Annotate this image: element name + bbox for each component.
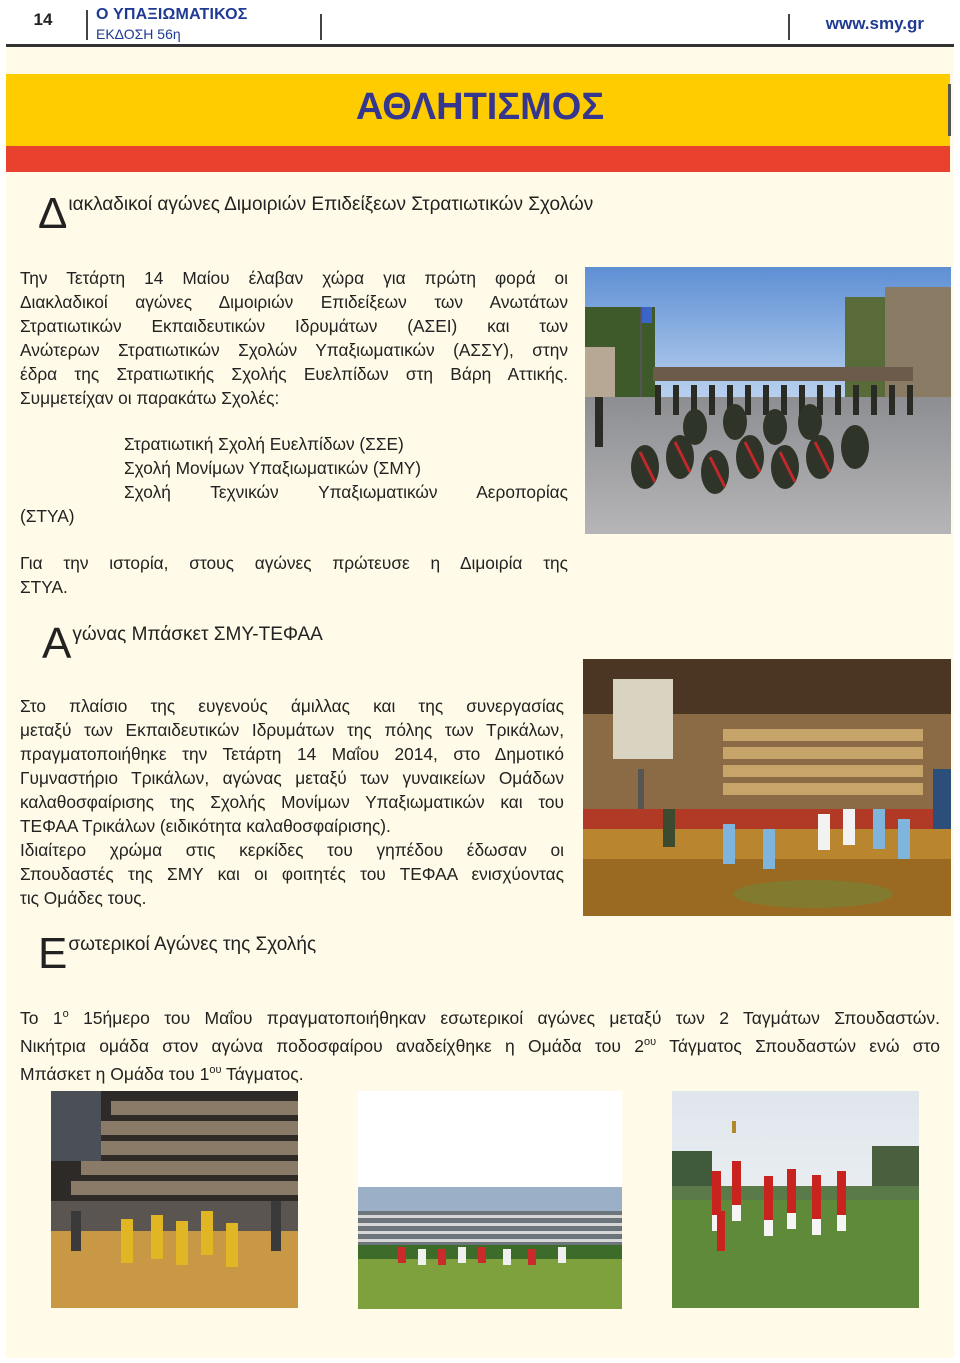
- football-stadium-photo: [358, 1091, 622, 1309]
- page-number: 14: [33, 10, 53, 29]
- article2-body: [20, 694, 564, 910]
- article3-line: Νικήτρια ομάδα στον αγώνα ποδοσφαίρου αναδείχθηκε η Ομάδα του $2^{o\upsilon}$ Τάγματος Σπουδαστών ενώ στο: [20, 1036, 940, 1056]
- article1-closing: [20, 551, 568, 599]
- article1-line: Στρατιωτικών Εκπαιδευτικών Ιδρυμάτων (ΑΣΕΙ) και των: [20, 316, 568, 336]
- article2-line: μεταξύ των Εκπαιδευτικών Ιδρυμάτων της πόλης των Τρικάλων,: [20, 720, 564, 740]
- school-item-cont: (ΣΤΥΑ): [20, 506, 75, 526]
- article2-line: πραγματοποιήθηκε την Τετάρτη 14 Μαΐου 2014, στο Δημοτικό: [20, 744, 564, 764]
- basketball-photo: [583, 659, 951, 916]
- header-divider: [788, 14, 790, 40]
- article2-line: Στο πλαίσιο της ευγενούς άμιλλας και της συνεργασίας: [20, 696, 564, 716]
- section-title: ΑΘΛΗΤΙΣΜΟΣ: [355, 86, 605, 128]
- article3-heading: Εσωτερικοί Αγώνες της Σχολής: [38, 929, 317, 978]
- header-divider: [320, 14, 322, 40]
- article2-line: ΤΕΦΑΑ Τρικάλων (ειδικότητα καλαθοσφαίρισης).: [20, 816, 391, 836]
- article1-closing-line: ΣΤΥΑ.: [20, 577, 68, 597]
- article3-body: [20, 1002, 940, 1086]
- basketball-team-photo: [51, 1091, 298, 1308]
- school-item: Σχολή Μονίμων Υπαξιωματικών (ΣΜΥ): [124, 458, 422, 478]
- school-item: Σχολή Τεχνικών Υπαξιωματικών Αεροπορίας: [124, 482, 568, 502]
- article3-dropcap: Ε: [38, 929, 68, 978]
- article2-line: καλαθοσφαίρισης της Σχολής Μονίμων Υπαξιωματικών και του: [20, 792, 564, 812]
- article1-line: Διακλαδικοί αγώνες Διμοιριών Επιδείξεων των Ανωτάτων: [20, 292, 568, 312]
- section-banner-stripe: [6, 146, 950, 172]
- article2-line: Σπουδαστές της ΣΜΥ και οι φοιτητές του ΤΕΦΑΑ ενισχύοντας: [20, 864, 564, 884]
- article2-line: Ιδιαίτερο χρώμα στις κερκίδες του γηπέδου έδωσαν οι: [20, 840, 564, 860]
- article1-line: Συμμετείχαν οι παρακάτω Σχολές:: [20, 388, 280, 408]
- publication-title: Ο ΥΠΑΞΙΩΜΑΤΙΚΟΣ: [96, 6, 248, 23]
- article1-line: έδρα της Στρατιωτικής Σχολής Ευελπίδων στη Βάρη Αττικής.: [20, 364, 568, 384]
- article2-heading: Αγώνας Μπάσκετ ΣΜΥ-ΤΕΦΑΑ: [42, 619, 323, 668]
- parade-photo: [585, 267, 951, 534]
- article1-dropcap: Δ: [38, 189, 68, 238]
- header-rule: [6, 44, 954, 47]
- article1-body: [20, 266, 568, 410]
- article2-dropcap: Α: [42, 619, 72, 668]
- football-team-photo: [672, 1091, 919, 1308]
- article1-line: Ανώτερων Στρατιωτικών Σχολών Υπαξιωματικών (ΑΣΣΥ), στην: [20, 340, 568, 360]
- school-item: Στρατιωτική Σχολή Ευελπίδων (ΣΣΕ): [124, 434, 404, 454]
- website-link[interactable]: www.smy.gr: [825, 14, 924, 33]
- article1-line: Την Τετάρτη 14 Μαίου έλαβαν χώρα για πρώτη φορά οι: [20, 268, 568, 288]
- issue-number: ΕΚΔΟΣΗ 56η: [96, 26, 181, 42]
- article3-line: Μπάσκετ η Ομάδα του $1^{o\upsilon}$ Τάγματος.: [20, 1064, 304, 1084]
- article1-heading: Διακλαδικοί αγώνες Διμοιριών Επιδείξεων Στρατιωτικών Σχολών: [38, 189, 594, 238]
- article3-line: Το $1^o$ 15ήμερο του Μαΐου πραγματοποιήθηκαν εσωτερικοί αγώνες μεταξύ των 2 Ταγμάτων Σπουδαστών.: [20, 1008, 940, 1028]
- article2-line: Γυμναστήριο Τρικάλων, αγώνας μεταξύ των γυναικείων Ομάδων: [20, 768, 564, 788]
- article2-line: τις Ομάδες τους.: [20, 888, 147, 908]
- schools-list: [124, 432, 568, 504]
- header-divider: [86, 10, 88, 40]
- article1-closing-line: Για την ιστορία, στους αγώνες πρώτευσε η Διμοιρία της: [20, 553, 568, 573]
